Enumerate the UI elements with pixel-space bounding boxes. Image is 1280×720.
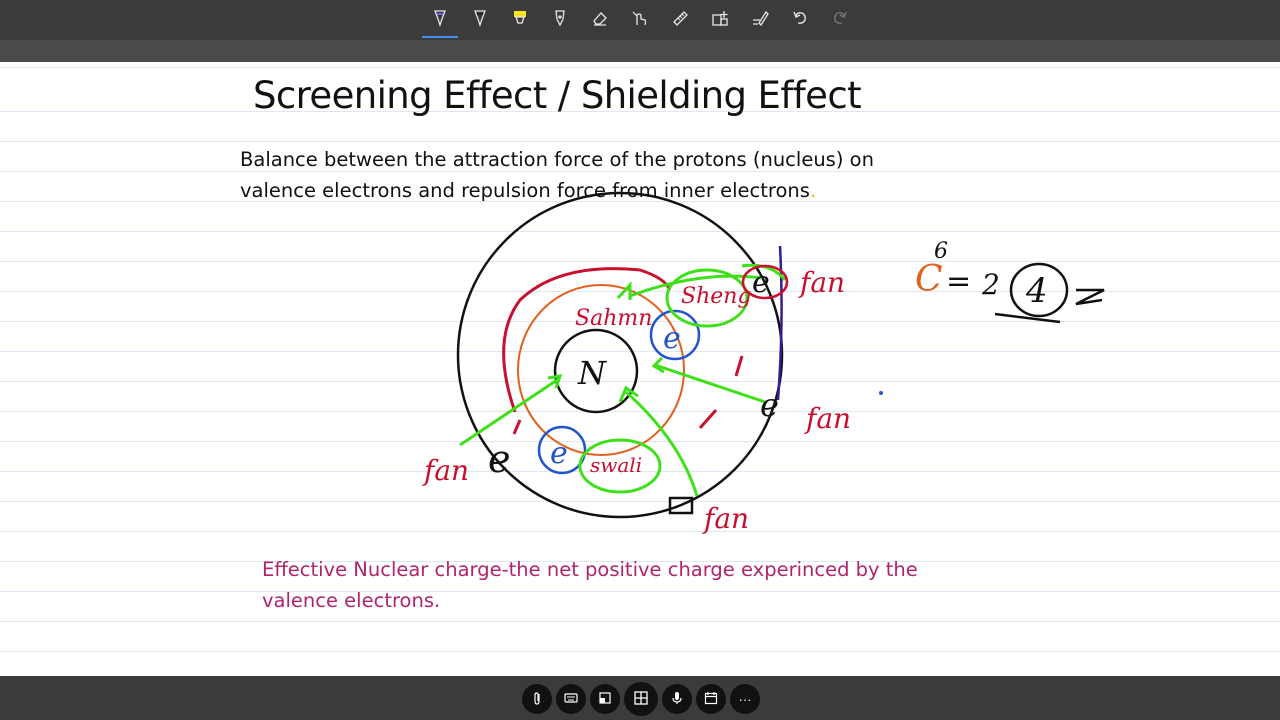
eraser-icon: [591, 9, 609, 32]
label-swali: swali: [590, 453, 643, 477]
page-title: Screening Effect / Shielding Effect: [253, 74, 861, 117]
definition-text: [262, 554, 982, 616]
insert-space-icon: [711, 9, 729, 32]
redo-icon: [831, 9, 849, 32]
notebook-page[interactable]: [0, 62, 1280, 676]
red-shield-arc-right-1: [736, 356, 742, 376]
valence-electron-right: e: [760, 386, 779, 424]
microphone-button[interactable]: [662, 684, 692, 714]
touch-writing-icon: [631, 9, 649, 32]
bottom-button-group: [522, 684, 760, 716]
label-fan-top-right: fan: [800, 266, 846, 299]
keyboard-icon: [564, 691, 578, 708]
microphone-icon: [670, 691, 684, 708]
ruler-icon: [671, 9, 689, 32]
pen-2-icon: [471, 9, 489, 32]
carbon-atomic-number: 6: [934, 239, 948, 264]
yellow-dot: .: [809, 179, 817, 202]
grid-button[interactable]: [624, 682, 658, 716]
touch-writing-tool[interactable]: [620, 0, 660, 40]
blue-dot: [879, 391, 883, 395]
ribbon-strip: [0, 40, 1280, 62]
carbon-second-shell: 4: [1026, 271, 1048, 311]
pen-tool-3[interactable]: [540, 0, 580, 40]
window-button[interactable]: [590, 684, 620, 714]
carbon-first-shell: 2: [982, 268, 1000, 301]
paperclip-icon: [530, 691, 544, 708]
definition-line-2: valence electrons.: [262, 589, 441, 612]
description-line-1: Balance between the attraction force of the protons (nucleus) on: [240, 148, 874, 171]
valence-electron-left: e: [488, 437, 511, 481]
pen-tool-1[interactable]: [420, 0, 460, 40]
highlighter-tool[interactable]: [500, 0, 540, 40]
ruler-tool[interactable]: [660, 0, 700, 40]
description-line-2-text: valence electrons and repulsion force from inner electrons: [240, 179, 810, 202]
label-fan-left: fan: [424, 454, 470, 487]
eraser-tool[interactable]: [580, 0, 620, 40]
highlighter-icon: [511, 9, 529, 32]
green-arrow-right: [655, 365, 765, 402]
label-fan-right: fan: [806, 402, 852, 435]
inner-electron-top-label: e: [663, 321, 681, 356]
ink-to-shape-icon: [751, 9, 769, 32]
green-arrow-bottom: [626, 392, 697, 496]
nucleus-label: N: [578, 354, 606, 392]
pen-3-icon: [551, 9, 569, 32]
keyboard-button[interactable]: [556, 684, 586, 714]
bottom-toolbar: [0, 676, 1280, 720]
label-fan-bottom: fan: [704, 502, 750, 535]
attach-button[interactable]: [522, 684, 552, 714]
pen-tool-2[interactable]: [460, 0, 500, 40]
carbon-symbol: C: [915, 259, 943, 300]
label-sheng: Sheng: [681, 284, 752, 309]
undo-icon: [791, 9, 809, 32]
more-button[interactable]: ···: [730, 684, 760, 714]
insert-space-tool[interactable]: [700, 0, 740, 40]
label-sahmn: Sahmn: [575, 306, 653, 331]
red-shield-arc-right-2: [700, 410, 716, 428]
ink-z-mark: [1076, 290, 1104, 304]
definition-line-1: Effective Nuclear charge-the net positive charge experinced by the: [262, 558, 918, 581]
drawing-toolbar: [0, 0, 1280, 40]
redo-button[interactable]: [820, 0, 860, 40]
pen-1-icon: [431, 9, 449, 32]
ink-to-shape-tool[interactable]: [740, 0, 780, 40]
inner-electron-bottom-label: e: [550, 436, 568, 471]
calendar-button[interactable]: [696, 684, 726, 714]
window-icon: [598, 691, 612, 708]
carbon-equals: =: [946, 264, 972, 299]
grid-icon: [634, 691, 648, 708]
red-shield-arc-left: [514, 420, 520, 434]
calendar-icon: [704, 691, 718, 708]
valence-electron-top-right: e: [752, 265, 770, 300]
undo-button[interactable]: [780, 0, 820, 40]
